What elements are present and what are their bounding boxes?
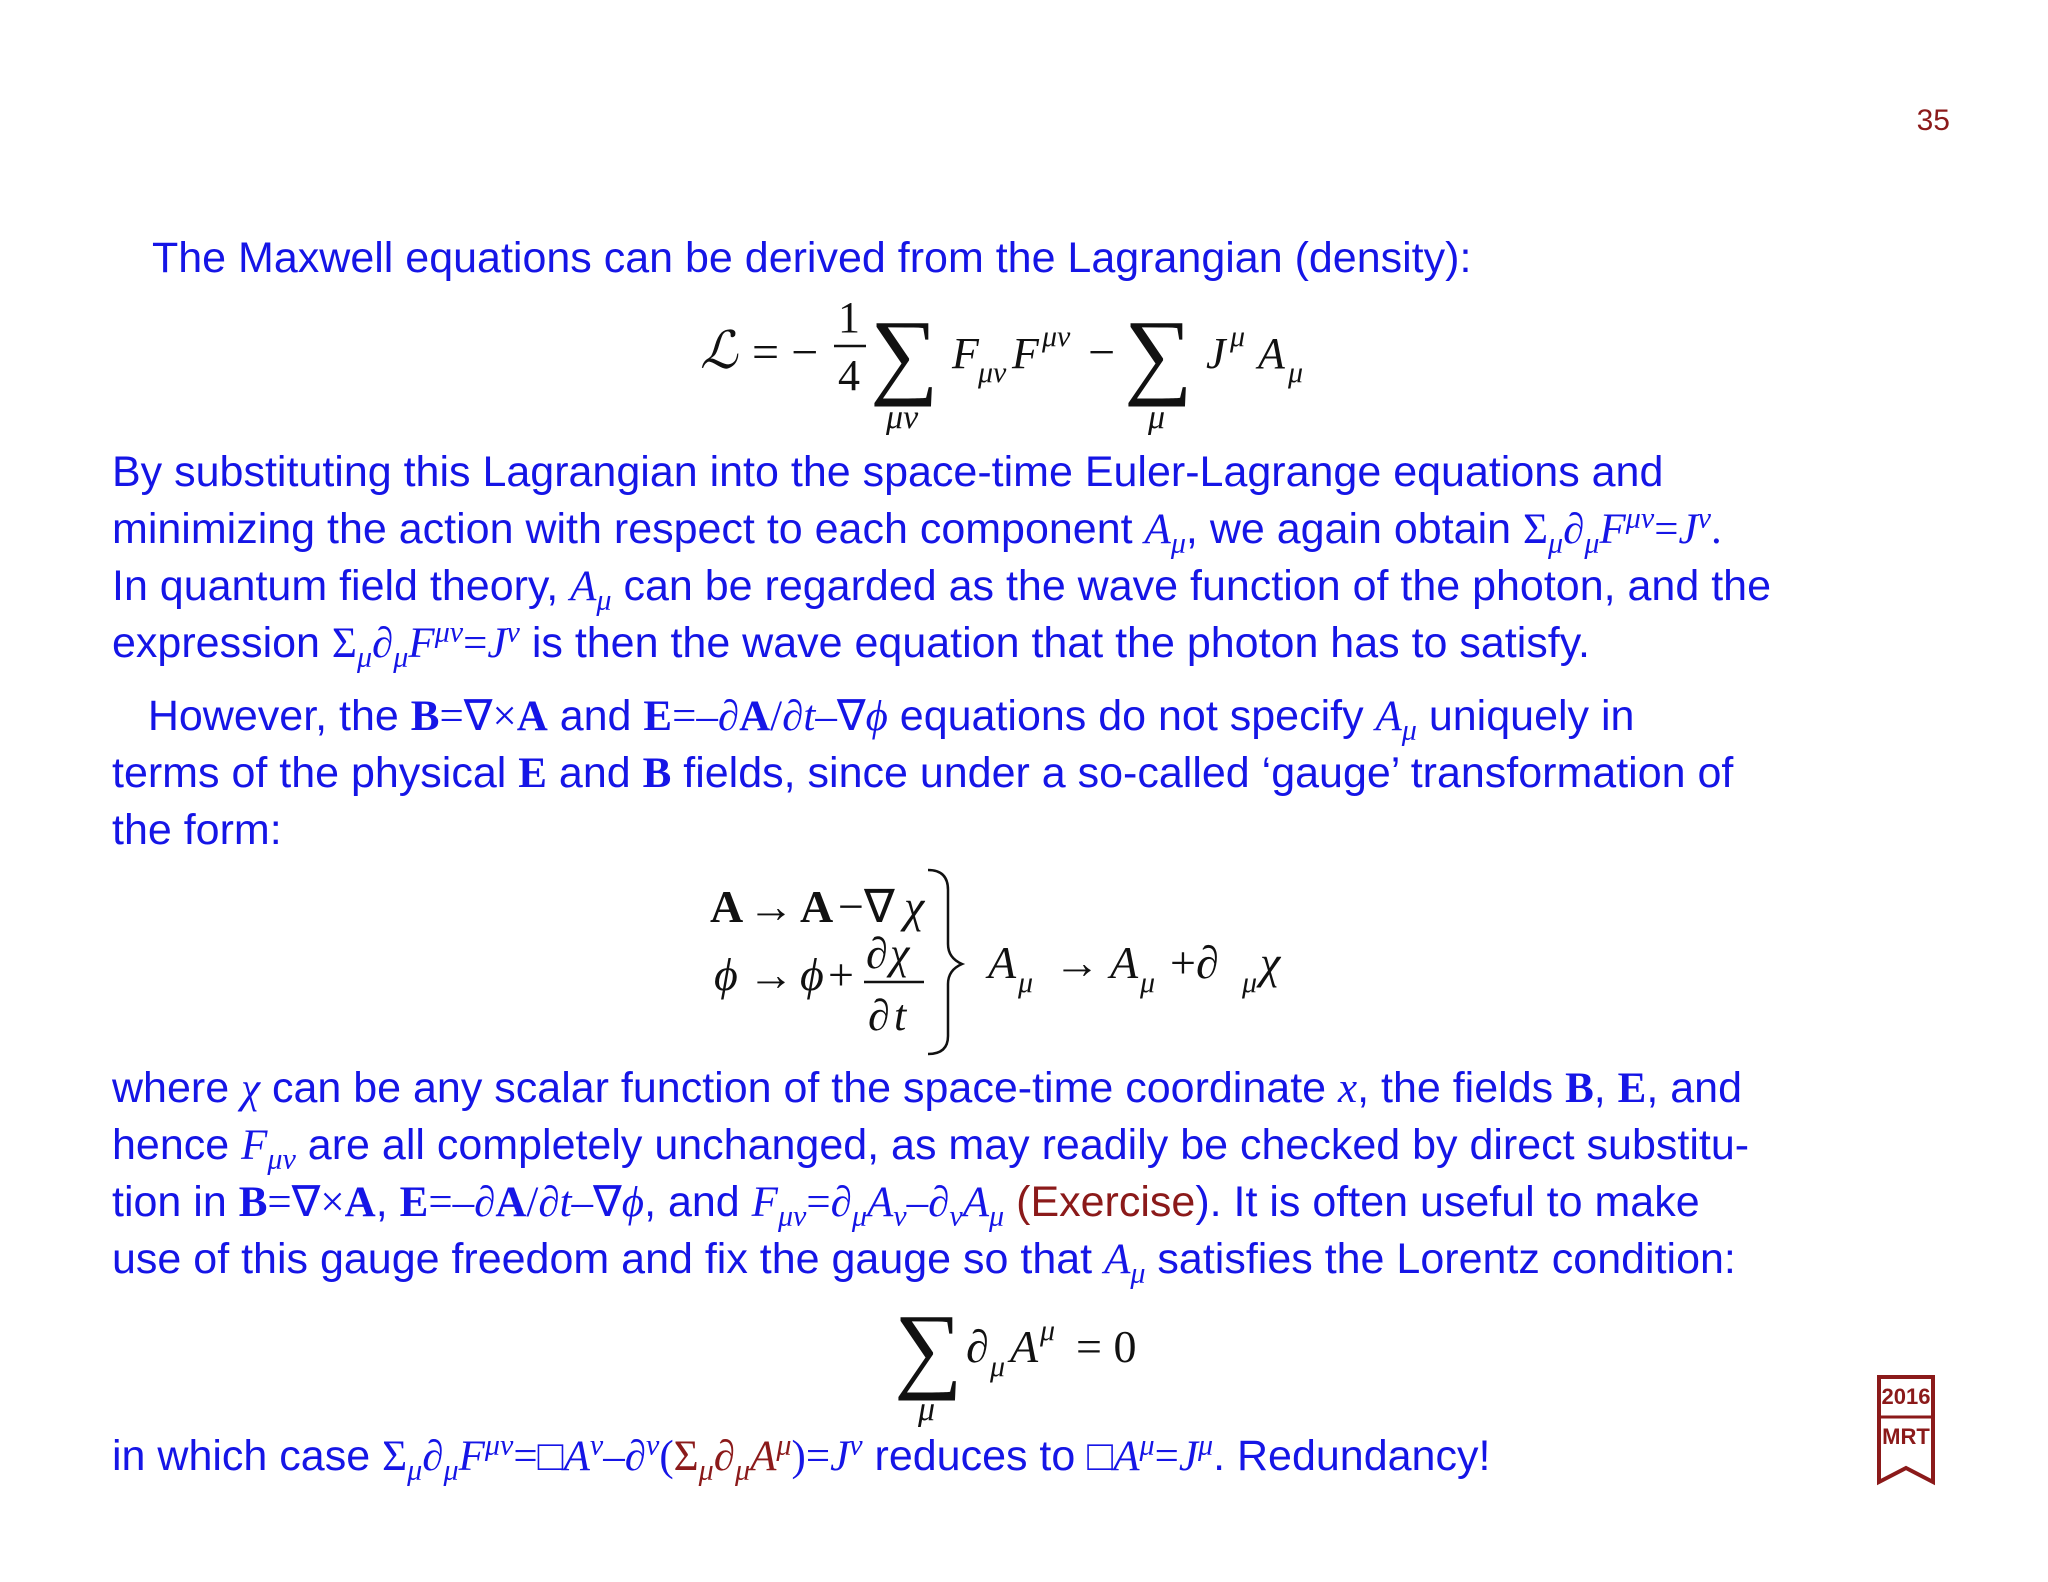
p3-line2 bbox=[112, 1117, 1962, 1174]
svg-text:χ: χ bbox=[890, 929, 910, 978]
math-b: B bbox=[1565, 1065, 1594, 1112]
svg-text:μ: μ bbox=[1018, 966, 1034, 999]
math-b-curl-a: B=∇×A bbox=[238, 1179, 376, 1226]
svg-text:A: A bbox=[800, 881, 834, 932]
p3-line1-text-c: , the fields bbox=[1357, 1064, 1566, 1112]
svg-text:ϕ: ϕ bbox=[800, 949, 824, 1000]
p4-text-c: . Redundancy! bbox=[1213, 1432, 1491, 1480]
p3-line2-text-b: are all completely unchanged, as may readily be checked by direct substitu- bbox=[295, 1121, 1750, 1169]
svg-text:∂: ∂ bbox=[966, 1321, 989, 1372]
math-field-equation: $\Sigma_\mu\partial_\mu F^{\mu\nu}=J^\nu$ bbox=[331, 614, 520, 674]
svg-text:A: A bbox=[710, 881, 744, 932]
p3-line1: where χ can be any scalar function of the space-time coordinate x, the fields B, E, and bbox=[112, 1064, 1742, 1112]
svg-text:∑: ∑ bbox=[870, 300, 939, 407]
math-e-field: E=–∂A/∂t–∇ϕ bbox=[399, 1179, 645, 1226]
svg-text:ϕ: ϕ bbox=[714, 949, 738, 1000]
svg-text:→: → bbox=[1054, 937, 1100, 988]
svg-text:J: J bbox=[1206, 329, 1226, 378]
svg-text:−: − bbox=[1088, 326, 1116, 379]
p1-line4-text-a: expression bbox=[112, 619, 332, 667]
svg-text:ℒ: ℒ bbox=[700, 323, 738, 380]
paragraph-substitution bbox=[112, 444, 1962, 672]
svg-text:χ: χ bbox=[904, 881, 925, 932]
svg-text:μν: μν bbox=[1042, 320, 1071, 353]
math-field-equation: $\Sigma_\mu\partial_\mu F^{\mu\nu}=J^\nu$. bbox=[1523, 500, 1722, 560]
p1-line2-text-a: minimizing the action with respect to each component bbox=[112, 505, 1145, 553]
p2-line2-text-b: and bbox=[546, 749, 643, 797]
math-a-mu: $A_\mu$ bbox=[1375, 693, 1417, 747]
svg-text:t: t bbox=[894, 991, 907, 1040]
p3-line3: tion in B=∇×A, E=–∂A/∂t–∇ϕ, and $F_{\mu\nu}=\partial_\mu A_\nu-\partial_\nu A_\mu$ (Exercise). It is often useful to make bbox=[112, 1178, 1700, 1233]
p3-line4 bbox=[112, 1231, 1962, 1288]
p3-line4-text-a: use of this gauge freedom and fix the gauge so that bbox=[112, 1235, 1105, 1283]
svg-text:−∇: −∇ bbox=[838, 881, 895, 932]
page-number: 35 bbox=[1916, 104, 1950, 137]
p1-line1-text: By substituting this Lagrangian into the space-time Euler-Lagrange equations and bbox=[112, 448, 1664, 496]
p3-line1-text-b: can be any scalar function of the space-time coordinate bbox=[260, 1064, 1339, 1112]
p1-line3 bbox=[112, 558, 1962, 615]
p3-line2-text-a: hence bbox=[112, 1121, 242, 1169]
svg-text:∂: ∂ bbox=[868, 991, 890, 1040]
exercise-label: (Exercise bbox=[1016, 1178, 1196, 1226]
math-wave-equation: $□A^\mu=J^\mu$ bbox=[1087, 1427, 1214, 1480]
intro-sentence: The Maxwell equations can be derived from the Lagrangian (density): bbox=[152, 234, 1472, 282]
paragraph-gauge bbox=[112, 688, 1962, 859]
math-e-field: E=–∂A/∂t–∇ϕ bbox=[643, 693, 888, 740]
p4-text-a: in which case bbox=[112, 1432, 383, 1480]
svg-text:A: A bbox=[988, 937, 1017, 988]
math-e: E bbox=[1617, 1065, 1647, 1112]
p1-line1 bbox=[112, 444, 1962, 501]
p3-line3-text-b: , and bbox=[644, 1178, 752, 1226]
lagrangian-equation bbox=[690, 290, 1390, 440]
p2-line1-text-d: uniquely in bbox=[1416, 692, 1635, 740]
svg-text:F: F bbox=[1012, 329, 1039, 378]
svg-text:μ: μ bbox=[918, 1391, 936, 1428]
p3-line1-text-d: , and bbox=[1646, 1064, 1742, 1112]
svg-text:= 0: = 0 bbox=[1076, 1321, 1137, 1372]
math-a-mu: $A_\mu$ bbox=[1104, 1236, 1146, 1290]
p4-line bbox=[112, 1428, 1962, 1485]
svg-text:μ: μ bbox=[1242, 966, 1258, 999]
p1-line2 bbox=[112, 501, 1962, 558]
p4-text-b: reduces to bbox=[862, 1432, 1088, 1480]
svg-text:F: F bbox=[952, 329, 979, 378]
p1-line3-text-b: can be regarded as the wave function of the photon, and the bbox=[611, 562, 1771, 610]
svg-text:μ: μ bbox=[1140, 966, 1156, 999]
p2-line2-text-a: terms of the physical bbox=[112, 749, 519, 797]
math-f-definition: $F_{\mu\nu}=\partial_\mu A_\nu-\partial_\nu A_\mu$ bbox=[751, 1179, 1005, 1233]
intro-text bbox=[152, 230, 2002, 287]
p1-line4 bbox=[112, 615, 1962, 672]
p2-line1-text-c: equations do not specify bbox=[887, 692, 1376, 740]
p2-line1-text-b: and bbox=[547, 692, 644, 740]
svg-text:A: A bbox=[1258, 329, 1285, 378]
exercise-text: Exercise bbox=[1030, 1178, 1196, 1226]
svg-text:+: + bbox=[828, 949, 854, 1000]
p3-line3-text-a: tion in bbox=[112, 1178, 239, 1226]
svg-text:μ: μ bbox=[1230, 320, 1246, 353]
svg-text:μ: μ bbox=[1040, 1314, 1056, 1347]
math-b: B bbox=[642, 750, 672, 797]
p2-line3-text: the form: bbox=[112, 806, 282, 854]
p1-line3-text-a: In quantum field theory, bbox=[112, 562, 571, 610]
svg-text:∑: ∑ bbox=[1124, 300, 1193, 407]
p1-line2-text-b: , we again obtain bbox=[1185, 505, 1523, 553]
svg-text:4: 4 bbox=[838, 351, 860, 400]
p2-line1-text-a: However, the bbox=[147, 692, 411, 740]
author-badge bbox=[1876, 1374, 1936, 1486]
p2-line2 bbox=[112, 745, 1962, 802]
paragraph-gauge-freedom bbox=[112, 1060, 1962, 1288]
svg-text:A: A bbox=[1010, 1321, 1039, 1372]
math-expanded-equation: $\Sigma_\mu\partial_\mu F^{\mu\nu}=□A^\nu-\partial^\nu(\Sigma_\mu\partial_\mu A^\mu)=J^\nu$ bbox=[382, 1427, 863, 1487]
gauge-transformation-equations bbox=[700, 860, 1380, 1060]
svg-text:μν: μν bbox=[978, 356, 1007, 389]
svg-text:χ: χ bbox=[1260, 937, 1281, 988]
p3-line4-text-b: satisfies the Lorentz condition: bbox=[1145, 1235, 1736, 1283]
svg-text:A: A bbox=[1110, 937, 1139, 988]
p2-line3 bbox=[112, 802, 1962, 859]
math-e: E bbox=[518, 750, 547, 797]
svg-text:→: → bbox=[748, 949, 794, 1000]
svg-text:μ: μ bbox=[1148, 399, 1166, 436]
svg-text:∂: ∂ bbox=[866, 929, 888, 978]
p3-line1-text-a: where bbox=[112, 1064, 242, 1112]
p2-line1 bbox=[112, 688, 1962, 745]
svg-text:= −: = − bbox=[752, 326, 819, 379]
svg-text:∑: ∑ bbox=[894, 1294, 963, 1401]
math-b-curl-a: B=∇×A bbox=[410, 693, 548, 740]
badge-name: MRT bbox=[1882, 1424, 1930, 1449]
p1-line4-text-b: is then the wave equation that the photon has to satisfy. bbox=[519, 619, 1591, 667]
svg-text:μν: μν bbox=[886, 399, 919, 436]
math-x: x bbox=[1338, 1065, 1358, 1112]
svg-text:μ: μ bbox=[1288, 356, 1304, 389]
paragraph-redundancy bbox=[112, 1428, 1962, 1485]
math-chi: χ bbox=[241, 1065, 260, 1112]
svg-text:1: 1 bbox=[838, 293, 860, 342]
math-a-mu: $A_\mu$ bbox=[1144, 506, 1186, 560]
lorentz-condition-equation bbox=[890, 1290, 1190, 1430]
p2-line2-text-c: fields, since under a so-called ‘gauge’ transformation of bbox=[671, 749, 1734, 797]
svg-text:→: → bbox=[748, 881, 794, 932]
math-a-mu: $A_\mu$ bbox=[570, 563, 612, 617]
badge-year: 2016 bbox=[1881, 1384, 1931, 1409]
svg-text:μ: μ bbox=[990, 1350, 1006, 1383]
math-f-munu: $F_{\mu\nu}$ bbox=[241, 1122, 296, 1176]
svg-text:+∂: +∂ bbox=[1170, 937, 1219, 988]
p3-line3-text-d: ). It is often useful to make bbox=[1195, 1178, 1700, 1226]
